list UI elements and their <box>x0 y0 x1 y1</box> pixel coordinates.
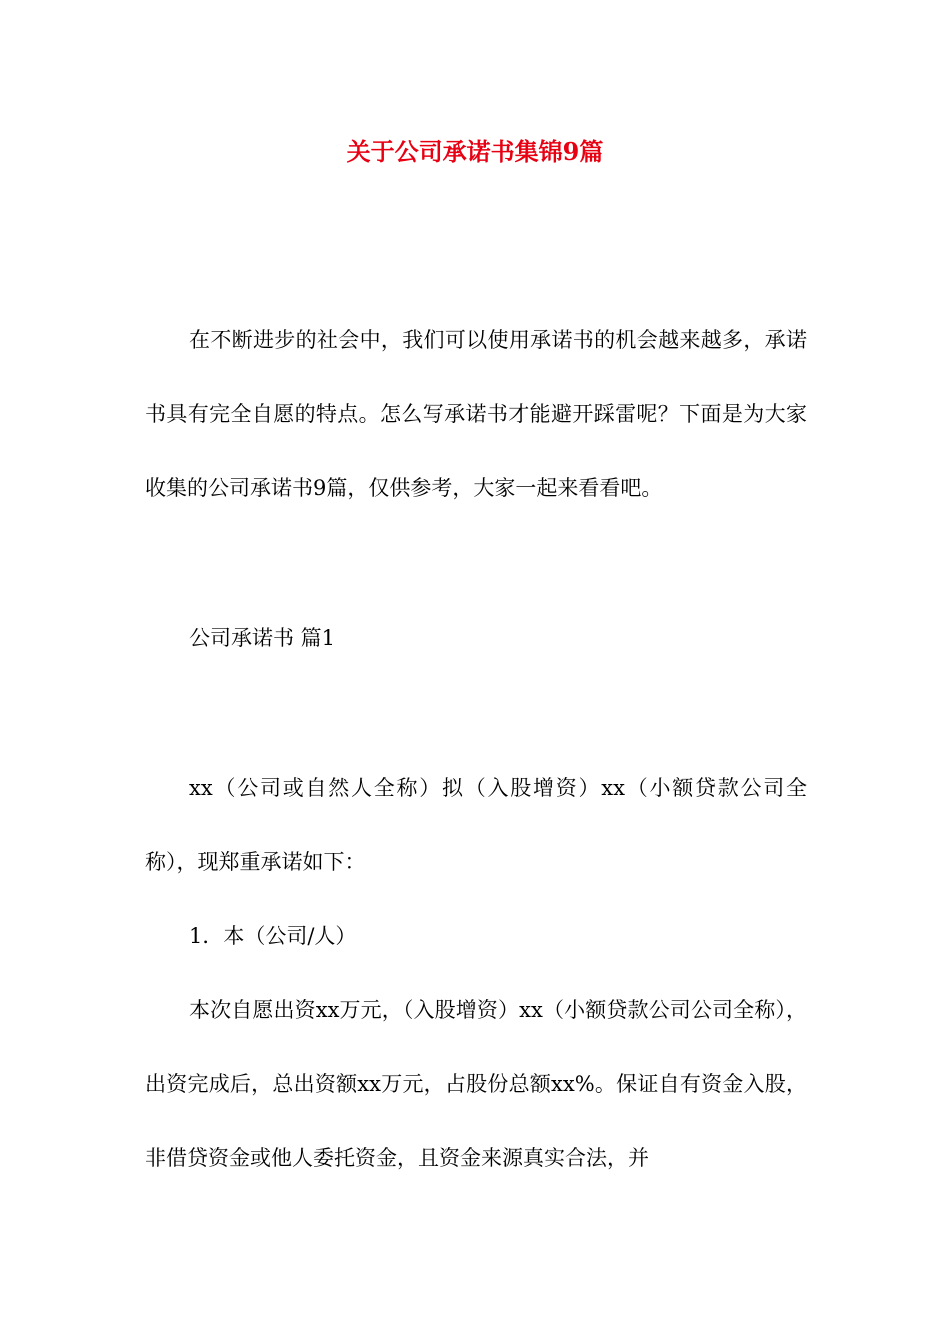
paragraph-2: 本次自愿出资xx万元，（入股增资）xx（小额贷款公司公司全称），出资完成后，总出资额xx万元，占股份总额xx%。保证自有资金入股，非借贷资金或他人委托资金，且资金来源真实合法，并 <box>145 998 807 1170</box>
section-heading: 公司承诺书 篇1 <box>189 626 336 650</box>
paragraph-1: xx（公司或自然人全称）拟（入股增资）xx（小额贷款公司全称），现郑重承诺如下： <box>145 776 807 874</box>
list-item-1: 1．本（公司/人） <box>189 924 357 948</box>
intro-paragraph: 在不断进步的社会中，我们可以使用承诺书的机会越来越多，承诺书具有完全自愿的特点。怎么写承诺书才能避开踩雷呢？下面是为大家收集的公司承诺书9篇，仅供参考，大家一起来看看吧。 <box>145 328 807 500</box>
document-title: 关于公司承诺书集锦9篇 <box>346 137 604 166</box>
